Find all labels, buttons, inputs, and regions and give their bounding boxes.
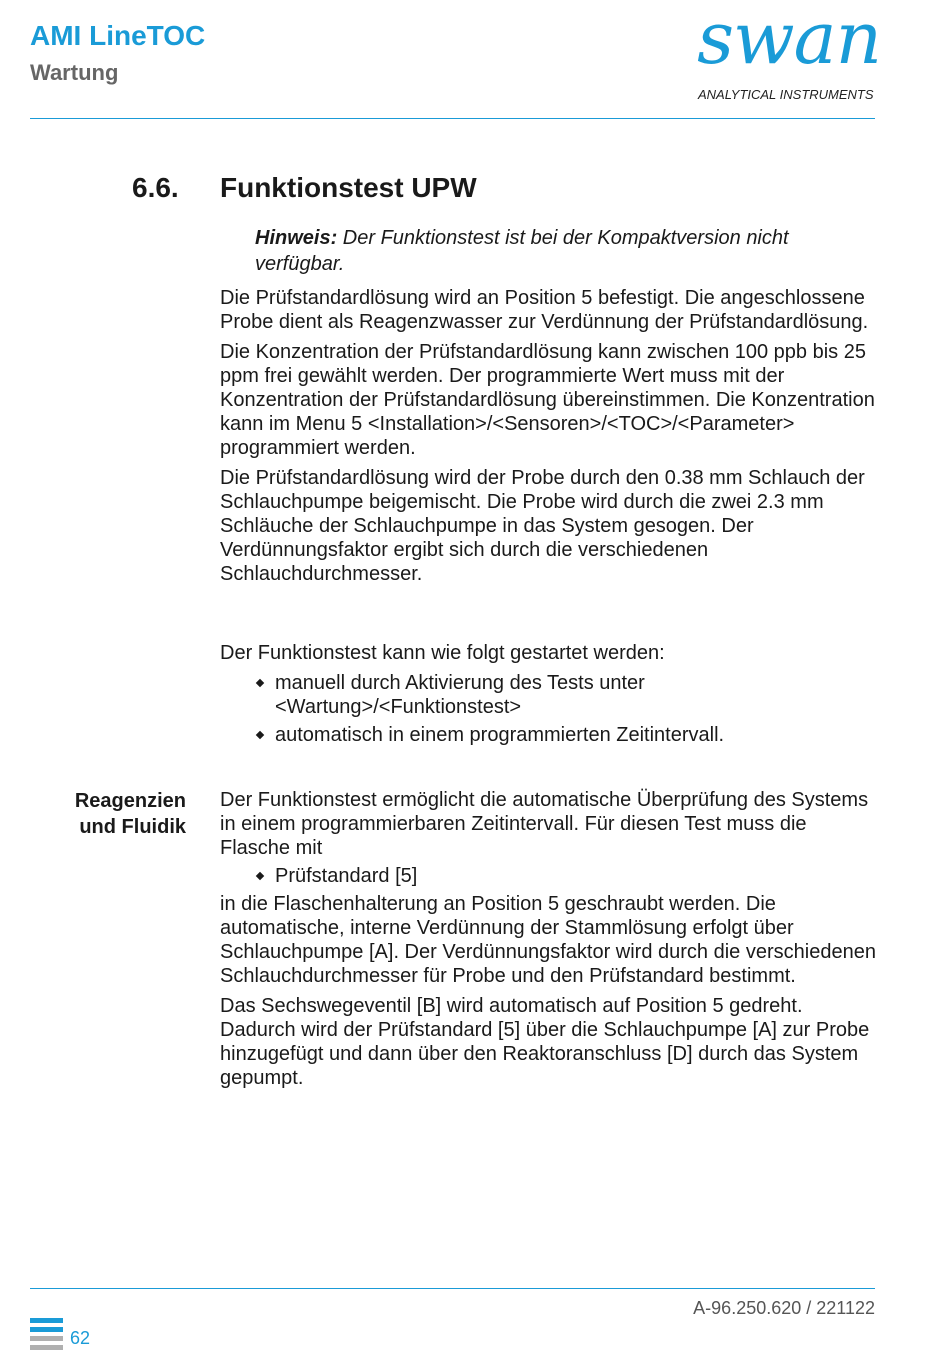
list-item [275,723,880,747]
paragraph: Die Prüfstandardlösung wird der Probe durch den 0.38 mm Schlauch der Schlauchpumpe beigemischt. Die Probe wird durch die zwei 2.3 mm Schläuche der Schlauchpumpe in das System gesogen. Der Verdünnungsfaktor ergibt sich durch die verschiedenen Schlauchdurchmesser. [220,467,865,585]
reagents-text [220,788,880,1096]
bullet-diamond-icon [256,872,264,880]
logo-tagline: ANALYTICAL INSTRUMENTS [698,87,874,102]
header-rule [30,118,875,119]
paragraph: Der Funktionstest ermöglicht die automatische Überprüfung des Systems in einem programmierbaren Zeitintervall. Für diesen Test muss die Flasche mit [220,789,869,859]
start-bullet-list [220,671,880,747]
list-item-text: automatisch in einem programmierten Zeitintervall. [275,724,725,746]
bullet-diamond-icon [256,679,264,687]
side-heading-reagents [40,788,186,840]
list-item [275,864,880,888]
swan-logo [694,0,884,104]
page-marker-icon [30,1318,63,1354]
list-item-text: manuell durch Aktivierung des Tests unter <Wartung>/<Funktionstest> [275,672,645,718]
section-number: 6.6. [132,172,179,203]
note-label: Hinweis: [255,227,338,249]
section-title: Funktionstest UPW [220,172,477,203]
start-options [220,641,880,751]
paragraph: Die Prüfstandardlösung wird an Position 5 befestigt. Die angeschlossene Probe dient als Reagenzwasser zur Verdünnung der Prüfstandardlösung. [220,287,869,333]
side-heading-line: und Fluidik [79,816,186,838]
note [255,225,875,277]
list-item [275,671,880,719]
bullet-diamond-icon [256,731,264,739]
list-item-text: Prüfstandard [5] [275,865,418,887]
start-lead: Der Funktionstest kann wie folgt gestartet werden: [220,642,665,664]
paragraph: Die Konzentration der Prüfstandardlösung kann zwischen 100 ppb bis 25 ppm frei gewählt werden. Der programmierte Wert muss mit der Konzentration der Prüfstandardlösung übereinstimmen. Die Konzentration kann im Menu 5 <Installation>/<Sensoren>/<TOC>/<Parameter> programmiert werden. [220,341,875,459]
logo-wordmark: swan [697,0,881,80]
side-heading-line: Reagenzien [74,790,186,812]
header-subtitle: Wartung [30,60,119,85]
note-text: Der Funktionstest ist bei der Kompaktversion nicht verfügbar. [255,227,789,275]
intro-text [220,286,880,592]
page-number: 62 [70,1328,91,1348]
paragraph: in die Flaschenhalterung an Position 5 geschraubt werden. Die automatische, interne Verdünnung der Stammlösung erfolgt über Schlauchpumpe [A]. Der Verdünnungsfaktor wird durch die verschiedenen Schlauchdurchmesser für Probe und den Prüfstandard bestimmt. [220,893,876,987]
header-title: AMI LineTOC [30,20,206,51]
document-code: A-96.250.620 / 221122 [693,1298,875,1318]
reagents-bullet-list [220,864,880,888]
paragraph: Das Sechswegeventil [B] wird automatisch auf Position 5 gedreht. Dadurch wird der Prüfstandard [5] über die Schlauchpumpe [A] zur Probe hinzugefügt und dann über den Reaktoranschluss [D] durch das System gepumpt. [220,995,870,1089]
footer-rule [30,1288,875,1289]
